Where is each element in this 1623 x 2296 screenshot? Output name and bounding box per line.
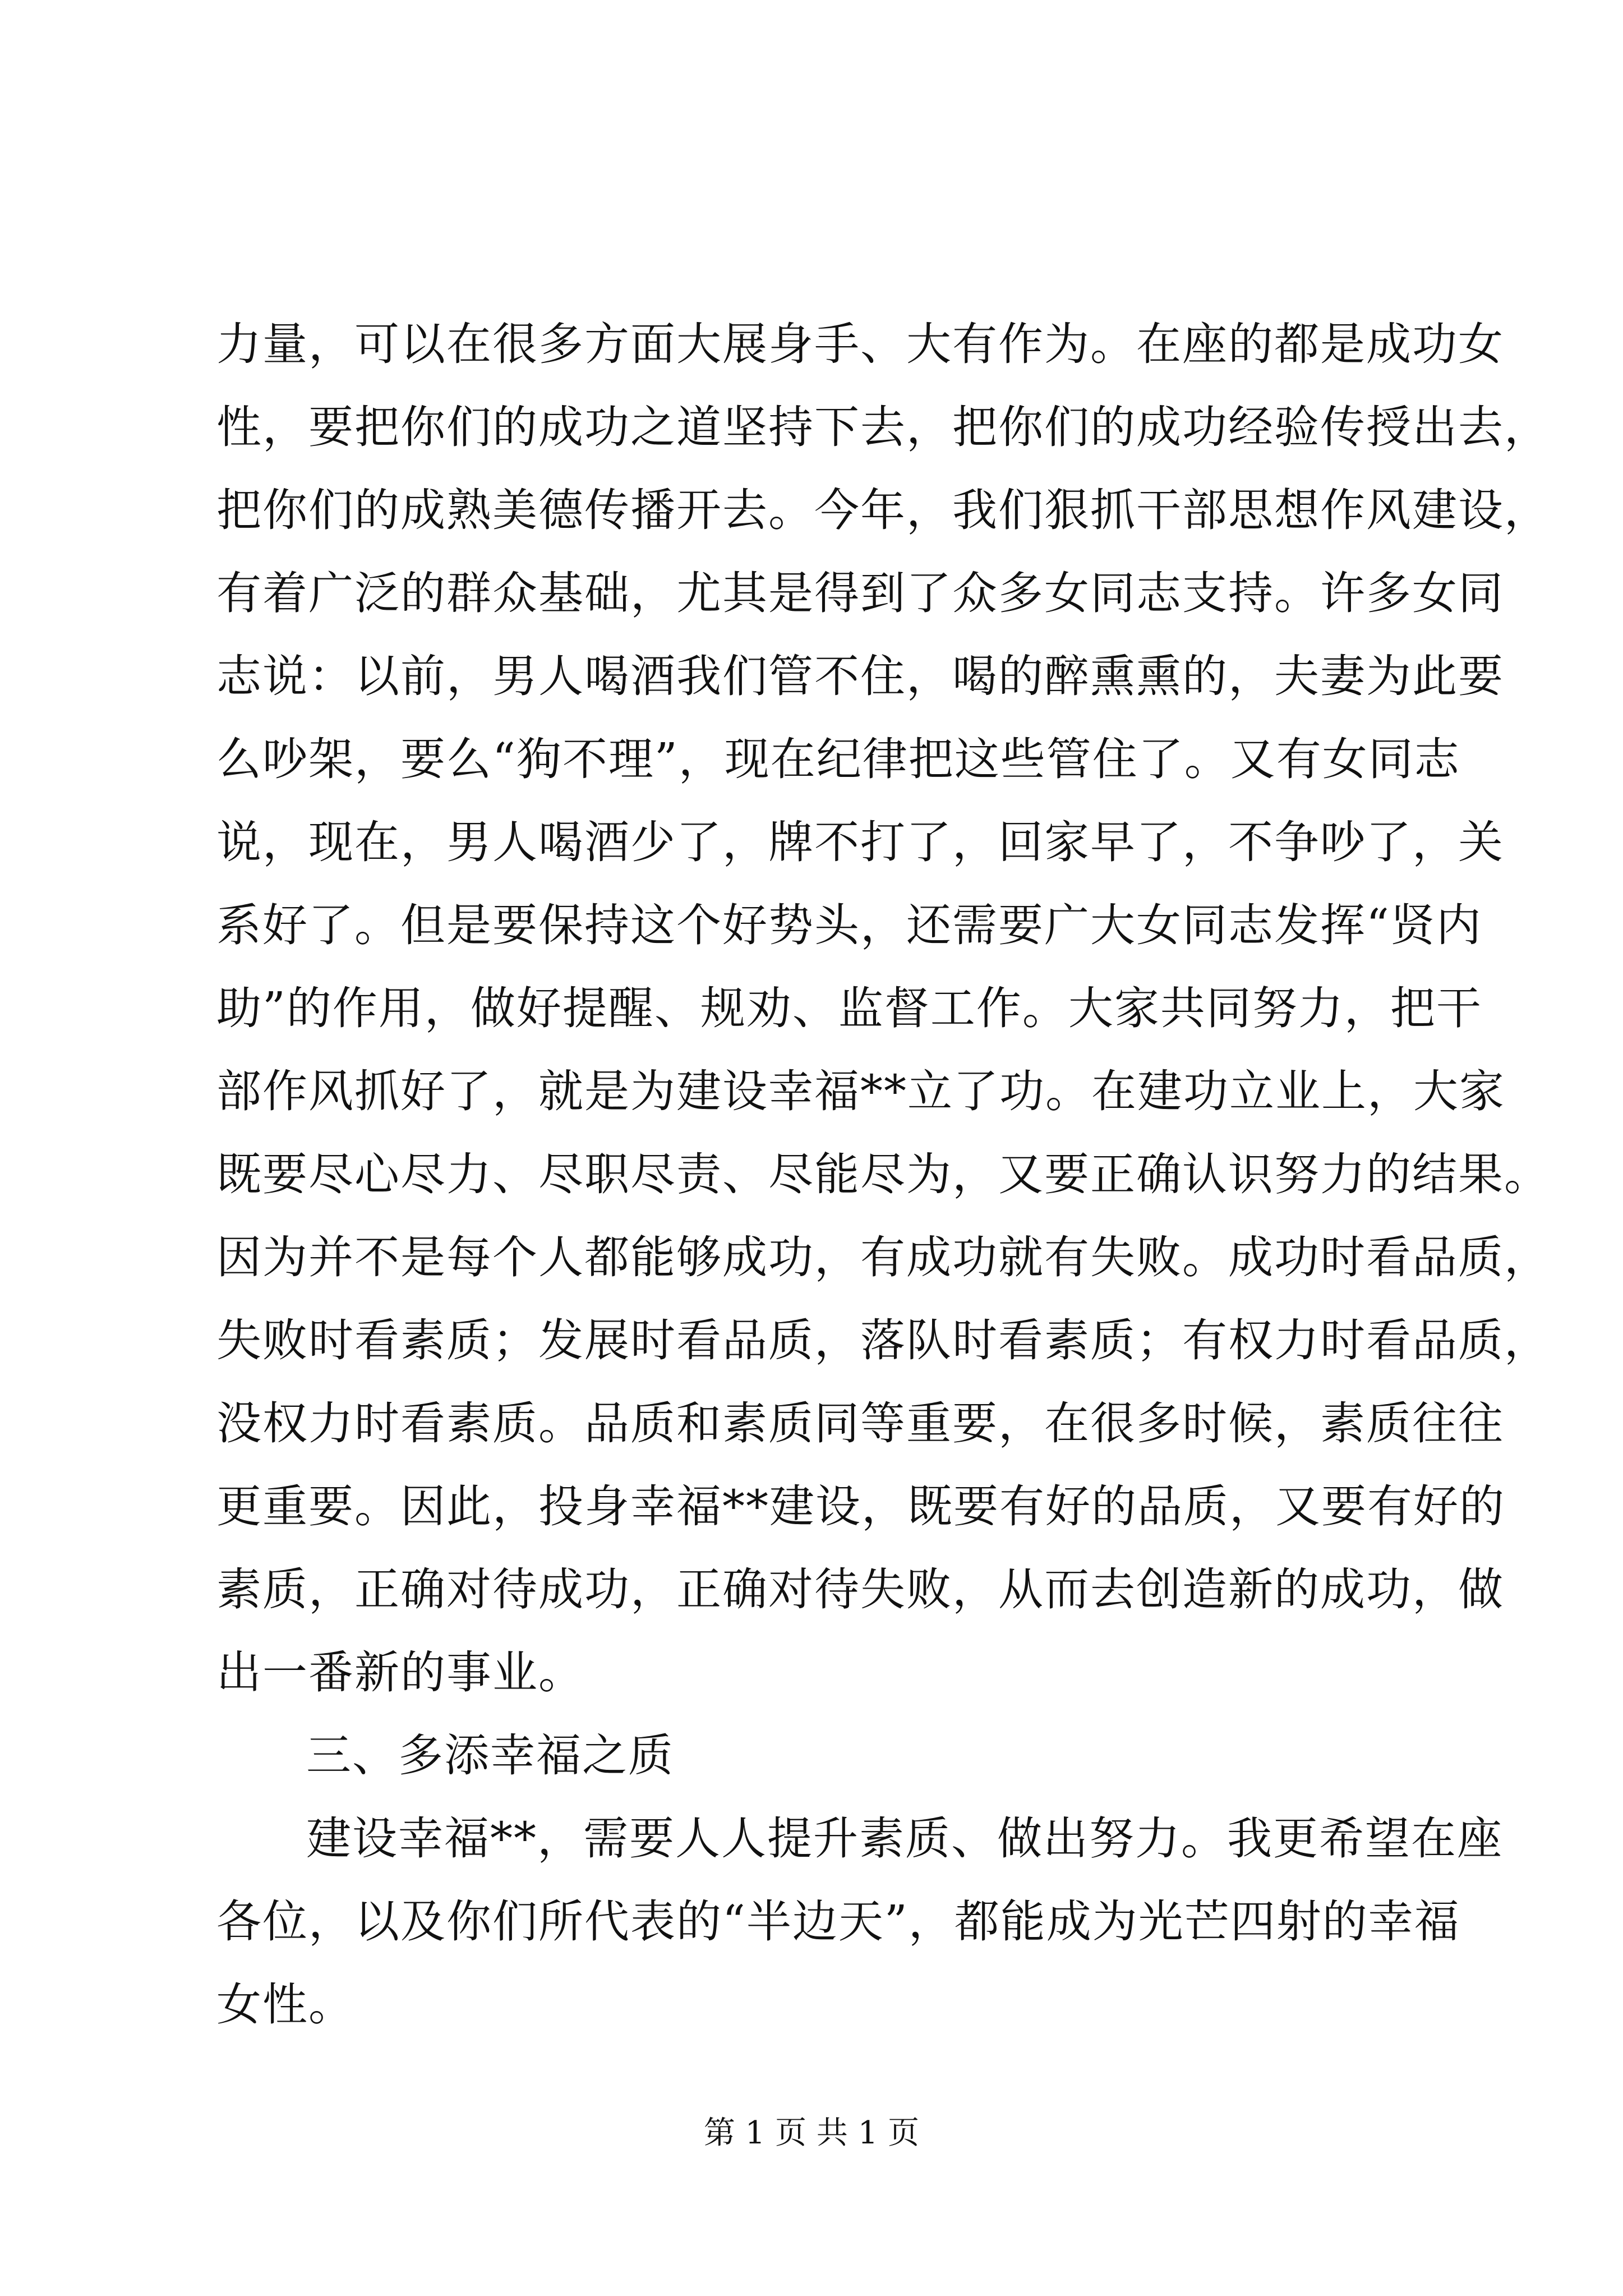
text-line: 有着广泛的群众基础，尤其是得到了众多女同志支持。许多女同 xyxy=(216,567,1504,619)
text-line: 女性。 xyxy=(216,1978,354,2031)
text-line: 没权力时看素质。品质和素质同等重要，在很多时候，素质往往 xyxy=(216,1397,1504,1450)
text-line: 素质，正确对待成功，正确对待失败，从而去创造新的成功，做 xyxy=(216,1563,1504,1616)
text-line: 各位，以及你们所代表的“半边天”，都能成为光芒四射的幸福 xyxy=(216,1895,1460,1948)
text-line: 既要尽心尽力、尽职尽责、尽能尽为，又要正确认识努力的结果。 xyxy=(216,1148,1550,1200)
text-line: 失败时看素质；发展时看品质，落队时看素质；有权力时看品质， xyxy=(216,1314,1550,1366)
text-line: 出一番新的事业。 xyxy=(216,1646,584,1699)
text-line: 志说：以前，男人喝酒我们管不住，喝的醉熏熏的，夫妻为此要 xyxy=(216,650,1504,702)
section-heading: 三、多添幸福之质 xyxy=(306,1729,674,1782)
text-line: 因为并不是每个人都能够成功，有成功就有失败。成功时看品质， xyxy=(216,1231,1550,1283)
text-line: 么吵架，要么“狗不理”，现在纪律把这些管住了。又有女同志 xyxy=(216,733,1460,785)
text-line: 力量，可以在很多方面大展身手、大有作为。在座的都是成功女 xyxy=(216,318,1504,370)
text-line: 系好了。但是要保持这个好势头，还需要广大女同志发挥“贤内 xyxy=(216,899,1482,951)
text-line: 建设幸福**，需要人人提升素质、做出努力。我更希望在座 xyxy=(306,1812,1503,1865)
text-line: 助”的作用，做好提醒、规劝、监督工作。大家共同努力，把干 xyxy=(216,982,1482,1034)
text-line: 部作风抓好了，就是为建设幸福**立了功。在建功立业上，大家 xyxy=(216,1065,1505,1117)
text-line: 把你们的成熟美德传播开去。今年，我们狠抓干部思想作风建设， xyxy=(216,484,1550,536)
text-line: 更重要。因此，投身幸福**建设，既要有好的品质，又要有好的 xyxy=(216,1480,1505,1533)
page-footer: 第 1 页 共 1 页 xyxy=(703,2115,920,2151)
text-line: 说，现在，男人喝酒少了，牌不打了，回家早了，不争吵了，关 xyxy=(216,816,1504,868)
text-line: 性，要把你们的成功之道坚持下去，把你们的成功经验传授出去， xyxy=(216,401,1550,453)
